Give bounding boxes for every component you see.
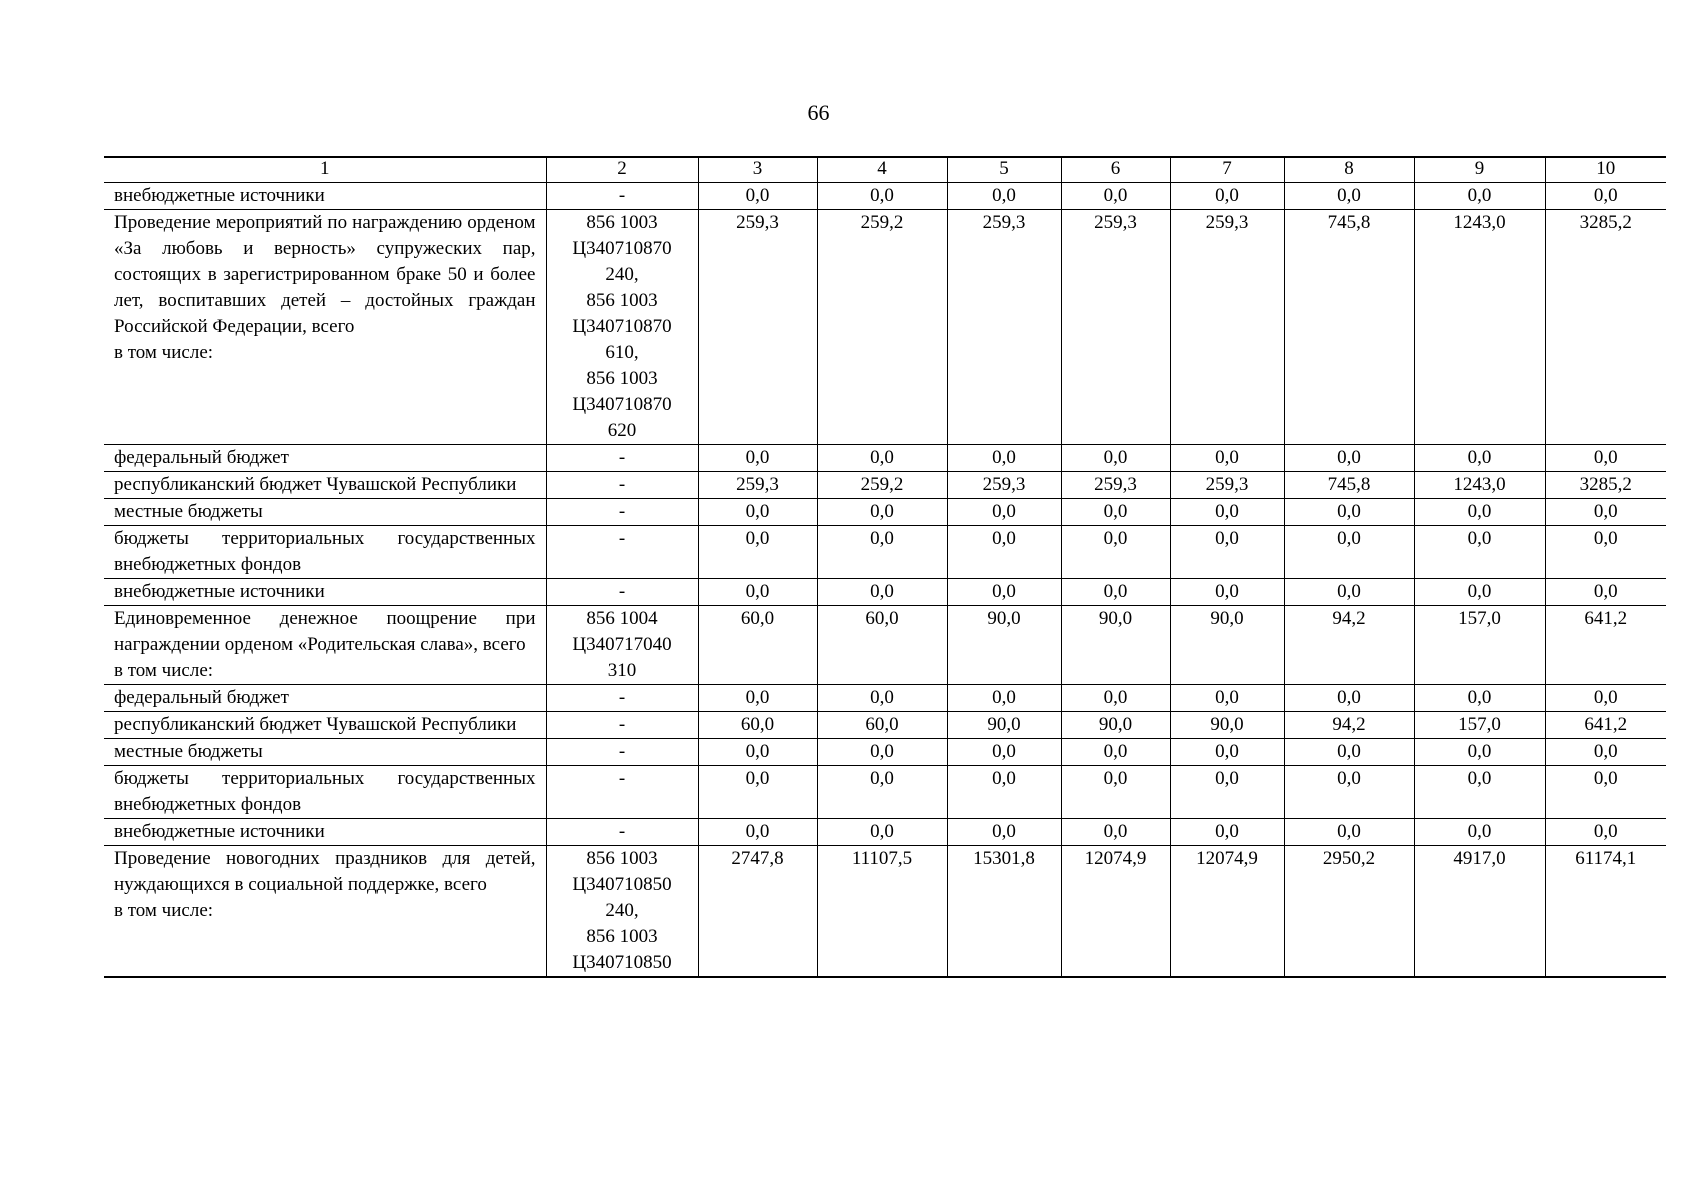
value-cell: 0,0 xyxy=(1545,766,1666,819)
value-cell: 0,0 xyxy=(817,819,947,846)
column-header: 1 xyxy=(104,157,546,183)
value-cell: 0,0 xyxy=(1170,183,1284,210)
column-header: 6 xyxy=(1061,157,1170,183)
budget-code-cell: - xyxy=(546,739,698,766)
table-row xyxy=(104,606,1666,685)
value-cell: 0,0 xyxy=(1061,819,1170,846)
value-cell: 60,0 xyxy=(698,712,817,739)
value-cell: 0,0 xyxy=(698,526,817,579)
table-row xyxy=(104,846,1666,978)
value-cell: 0,0 xyxy=(1170,739,1284,766)
value-cell: 90,0 xyxy=(1061,712,1170,739)
value-cell: 0,0 xyxy=(1284,445,1414,472)
budget-code-cell: - xyxy=(546,819,698,846)
table-row xyxy=(104,472,1666,499)
value-cell: 0,0 xyxy=(1545,499,1666,526)
table-row xyxy=(104,183,1666,210)
budget-code-cell: - xyxy=(546,712,698,739)
value-cell: 12074,9 xyxy=(1061,846,1170,978)
value-cell: 4917,0 xyxy=(1414,846,1545,978)
column-header: 7 xyxy=(1170,157,1284,183)
value-cell: 0,0 xyxy=(1284,183,1414,210)
value-cell: 0,0 xyxy=(817,183,947,210)
value-cell: 259,2 xyxy=(817,472,947,499)
value-cell: 0,0 xyxy=(1061,499,1170,526)
value-cell: 0,0 xyxy=(1061,766,1170,819)
budget-code-cell: 856 1003 Ц340710850 240, 856 1003 Ц340710850 xyxy=(546,846,698,978)
value-cell: 0,0 xyxy=(698,445,817,472)
value-cell: 0,0 xyxy=(947,739,1061,766)
table-header-row xyxy=(104,157,1666,183)
value-cell: 2950,2 xyxy=(1284,846,1414,978)
value-cell: 259,2 xyxy=(817,210,947,445)
column-header: 3 xyxy=(698,157,817,183)
value-cell: 0,0 xyxy=(1170,766,1284,819)
value-cell: 0,0 xyxy=(1061,579,1170,606)
value-cell: 157,0 xyxy=(1414,606,1545,685)
value-cell: 0,0 xyxy=(698,739,817,766)
value-cell: 0,0 xyxy=(947,579,1061,606)
value-cell: 0,0 xyxy=(1284,526,1414,579)
budget-code-cell: - xyxy=(546,472,698,499)
column-header: 4 xyxy=(817,157,947,183)
value-cell: 0,0 xyxy=(817,766,947,819)
value-cell: 61174,1 xyxy=(1545,846,1666,978)
row-name-cell: внебюджетные источники xyxy=(104,819,546,846)
row-name-cell: федеральный бюджет xyxy=(104,445,546,472)
table-row xyxy=(104,739,1666,766)
value-cell: 0,0 xyxy=(1545,183,1666,210)
value-cell: 60,0 xyxy=(698,606,817,685)
value-cell: 157,0 xyxy=(1414,712,1545,739)
row-name-cell: бюджеты территориальных государственных внебюджетных фондов xyxy=(104,766,546,819)
row-name-cell: Проведение новогодних праздников для детей, нуждающихся в социальной поддержке, всего в том числе: xyxy=(104,846,546,978)
value-cell: 259,3 xyxy=(947,210,1061,445)
value-cell: 90,0 xyxy=(1170,606,1284,685)
value-cell: 90,0 xyxy=(947,606,1061,685)
value-cell: 3285,2 xyxy=(1545,210,1666,445)
value-cell: 0,0 xyxy=(1170,499,1284,526)
value-cell: 0,0 xyxy=(1284,819,1414,846)
value-cell: 0,0 xyxy=(1545,445,1666,472)
value-cell: 0,0 xyxy=(1284,766,1414,819)
value-cell: 0,0 xyxy=(817,685,947,712)
value-cell: 259,3 xyxy=(698,210,817,445)
budget-code-cell: 856 1004 Ц340717040 310 xyxy=(546,606,698,685)
budget-code-cell: - xyxy=(546,445,698,472)
value-cell: 259,3 xyxy=(698,472,817,499)
value-cell: 0,0 xyxy=(1545,579,1666,606)
value-cell: 0,0 xyxy=(1284,579,1414,606)
value-cell: 0,0 xyxy=(1170,526,1284,579)
value-cell: 0,0 xyxy=(1414,819,1545,846)
table-row xyxy=(104,819,1666,846)
table-row xyxy=(104,685,1666,712)
budget-code-cell: - xyxy=(546,766,698,819)
value-cell: 0,0 xyxy=(1061,445,1170,472)
table-row xyxy=(104,526,1666,579)
value-cell: 1243,0 xyxy=(1414,472,1545,499)
value-cell: 0,0 xyxy=(698,685,817,712)
value-cell: 0,0 xyxy=(698,766,817,819)
page-number: 66 xyxy=(807,100,830,125)
value-cell: 0,0 xyxy=(1545,739,1666,766)
value-cell: 0,0 xyxy=(1061,526,1170,579)
value-cell: 259,3 xyxy=(1061,210,1170,445)
value-cell: 0,0 xyxy=(947,766,1061,819)
value-cell: 0,0 xyxy=(1545,685,1666,712)
budget-code-cell: - xyxy=(546,579,698,606)
table-row xyxy=(104,712,1666,739)
table-row xyxy=(104,499,1666,526)
budget-table xyxy=(104,156,1666,978)
value-cell: 0,0 xyxy=(1414,685,1545,712)
value-cell: 0,0 xyxy=(947,499,1061,526)
value-cell: 15301,8 xyxy=(947,846,1061,978)
value-cell: 0,0 xyxy=(947,819,1061,846)
value-cell: 745,8 xyxy=(1284,210,1414,445)
row-name-cell: республиканский бюджет Чувашской Республики xyxy=(104,712,546,739)
value-cell: 0,0 xyxy=(947,526,1061,579)
value-cell: 0,0 xyxy=(1414,499,1545,526)
value-cell: 0,0 xyxy=(1284,499,1414,526)
row-name-cell: Единовременное денежное поощрение при награждении орденом «Родительская слава», всего в том числе: xyxy=(104,606,546,685)
value-cell: 259,3 xyxy=(947,472,1061,499)
value-cell: 745,8 xyxy=(1284,472,1414,499)
column-header: 9 xyxy=(1414,157,1545,183)
value-cell: 0,0 xyxy=(817,526,947,579)
value-cell: 3285,2 xyxy=(1545,472,1666,499)
column-header: 5 xyxy=(947,157,1061,183)
value-cell: 12074,9 xyxy=(1170,846,1284,978)
row-name-cell: Проведение мероприятий по награждению орденом «За любовь и верность» супружеских пар, состоящих в зарегистрированном браке 50 и более лет, воспитавших детей – достойных граждан Российской Федерации, всего в том числе: xyxy=(104,210,546,445)
value-cell: 0,0 xyxy=(1414,579,1545,606)
value-cell: 0,0 xyxy=(698,183,817,210)
column-header: 2 xyxy=(546,157,698,183)
value-cell: 1243,0 xyxy=(1414,210,1545,445)
row-name-cell: федеральный бюджет xyxy=(104,685,546,712)
value-cell: 0,0 xyxy=(1414,739,1545,766)
row-name-cell: внебюджетные источники xyxy=(104,579,546,606)
row-name-cell: внебюджетные источники xyxy=(104,183,546,210)
value-cell: 0,0 xyxy=(1061,739,1170,766)
value-cell: 259,3 xyxy=(1170,472,1284,499)
value-cell: 0,0 xyxy=(817,499,947,526)
value-cell: 0,0 xyxy=(1284,685,1414,712)
budget-code-cell: - xyxy=(546,526,698,579)
row-name-cell: бюджеты территориальных государственных внебюджетных фондов xyxy=(104,526,546,579)
value-cell: 90,0 xyxy=(1170,712,1284,739)
table-row xyxy=(104,445,1666,472)
column-header: 8 xyxy=(1284,157,1414,183)
value-cell: 641,2 xyxy=(1545,606,1666,685)
value-cell: 0,0 xyxy=(947,183,1061,210)
column-header: 10 xyxy=(1545,157,1666,183)
table-row xyxy=(104,766,1666,819)
table-row xyxy=(104,210,1666,445)
value-cell: 0,0 xyxy=(698,579,817,606)
row-name-cell: республиканский бюджет Чувашской Республики xyxy=(104,472,546,499)
value-cell: 60,0 xyxy=(817,712,947,739)
table-row xyxy=(104,579,1666,606)
value-cell: 0,0 xyxy=(817,445,947,472)
row-name-cell: местные бюджеты xyxy=(104,739,546,766)
value-cell: 0,0 xyxy=(1545,526,1666,579)
value-cell: 60,0 xyxy=(817,606,947,685)
value-cell: 259,3 xyxy=(1170,210,1284,445)
value-cell: 0,0 xyxy=(947,685,1061,712)
value-cell: 0,0 xyxy=(1414,526,1545,579)
budget-code-cell: 856 1003 Ц340710870 240, 856 1003 Ц340710870 610, 856 1003 Ц340710870 620 xyxy=(546,210,698,445)
budget-code-cell: - xyxy=(546,183,698,210)
budget-code-cell: - xyxy=(546,499,698,526)
value-cell: 94,2 xyxy=(1284,712,1414,739)
value-cell: 0,0 xyxy=(817,579,947,606)
value-cell: 0,0 xyxy=(698,819,817,846)
value-cell: 0,0 xyxy=(1414,766,1545,819)
value-cell: 0,0 xyxy=(1061,183,1170,210)
value-cell: 11107,5 xyxy=(817,846,947,978)
value-cell: 2747,8 xyxy=(698,846,817,978)
value-cell: 0,0 xyxy=(947,445,1061,472)
value-cell: 0,0 xyxy=(1061,685,1170,712)
value-cell: 94,2 xyxy=(1284,606,1414,685)
budget-code-cell: - xyxy=(546,685,698,712)
value-cell: 0,0 xyxy=(1170,445,1284,472)
value-cell: 0,0 xyxy=(1414,445,1545,472)
value-cell: 641,2 xyxy=(1545,712,1666,739)
value-cell: 0,0 xyxy=(1170,579,1284,606)
value-cell: 0,0 xyxy=(698,499,817,526)
value-cell: 0,0 xyxy=(1284,739,1414,766)
value-cell: 0,0 xyxy=(1545,819,1666,846)
row-name-cell: местные бюджеты xyxy=(104,499,546,526)
value-cell: 90,0 xyxy=(947,712,1061,739)
value-cell: 90,0 xyxy=(1061,606,1170,685)
value-cell: 259,3 xyxy=(1061,472,1170,499)
value-cell: 0,0 xyxy=(1170,819,1284,846)
value-cell: 0,0 xyxy=(817,739,947,766)
value-cell: 0,0 xyxy=(1414,183,1545,210)
value-cell: 0,0 xyxy=(1170,685,1284,712)
